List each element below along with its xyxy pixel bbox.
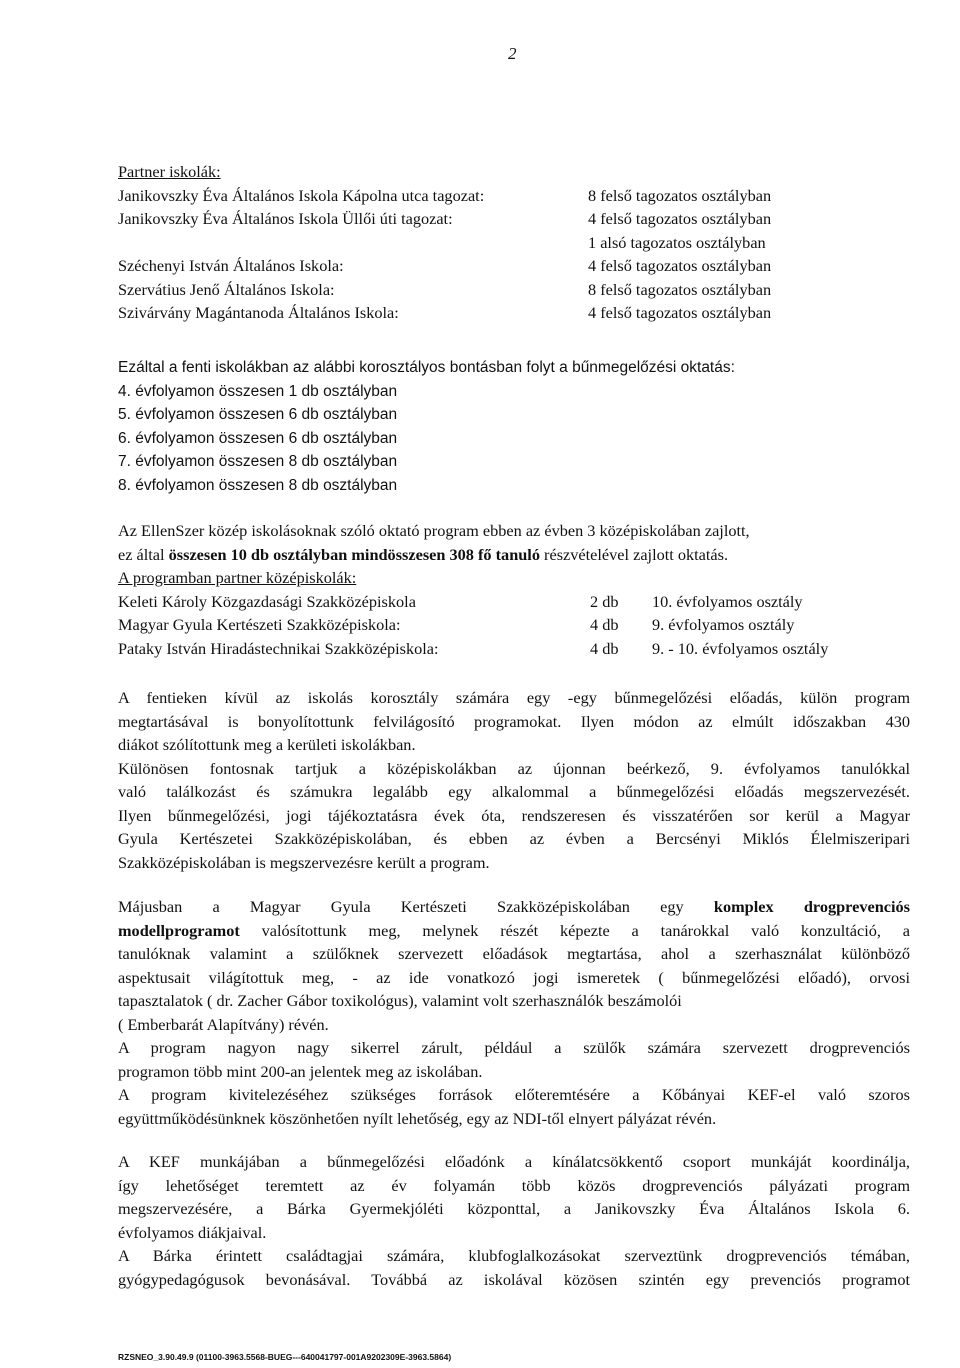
paragraph-line: megtartásával is bonyolítottunk felvilágosító programokat. Ilyen módon az elmúlt időszakban 430 xyxy=(118,711,910,731)
paragraph-line: tapasztalatok ( dr. Zacher Gábor toxikológus), valamint volt szerhasználók beszámolói xyxy=(118,991,682,1010)
secondary-school-name: Magyar Gyula Kertészeti Szakközépiskola: xyxy=(118,615,401,634)
paragraph-line: Gyula Kertészetei Szakközépiskolában, és ebben az évben a Bercsényi Miklós Élelmiszeripari xyxy=(118,829,910,848)
secondary-school-name: Keleti Károly Közgazdasági Szakközépiskola xyxy=(118,591,416,611)
secondary-school-row xyxy=(118,590,910,614)
secondary-school-grade: 9. évfolyamos osztály xyxy=(652,615,795,634)
secondary-school-row xyxy=(118,637,910,661)
partner-school-row xyxy=(118,278,910,302)
school-name: Janikovszky Éva Általános Iskola Kápolna utca tagozat: xyxy=(118,185,485,205)
secondary-school-count: 2 db xyxy=(590,591,619,611)
partner-school-row xyxy=(118,207,910,231)
paragraph-line: programon több mint 200-an jelentek meg az iskolában. xyxy=(118,1061,483,1081)
paragraph-text: Májusban a Magyar Gyula Kertészeti Szakközépiskolában egy xyxy=(118,897,714,916)
paragraph-line: Szakközépiskolában is megszervezésre került a program. xyxy=(118,852,490,872)
age-breakdown-section xyxy=(118,356,910,497)
ellenszer-text: ez által xyxy=(118,544,169,564)
partner-schools-section xyxy=(118,160,910,325)
partner-school-row xyxy=(118,231,910,255)
partner-school-row xyxy=(118,184,910,208)
paragraph-line: ( Emberbarát Alapítvány) révén. xyxy=(118,1014,329,1034)
paragraph-line: megszervezésére, a Bárka Gyermekjóléti központtal, a Janikovszky Éva Általános Iskola 6. xyxy=(118,1199,910,1218)
paragraph-line: A fentieken kívül az iskolás korosztály számára egy -egy bűnmegelőzési előadás, külön program xyxy=(118,688,910,707)
age-breakdown-intro: Ezáltal a fenti iskolákban az alábbi korosztályos bontásban folyt a bűnmegelőzési oktatás: xyxy=(118,359,735,376)
paragraph-line: gyógypedagógusok bevonásával. Továbbá az iskolával közösen szintén egy prevenciós programot xyxy=(118,1269,910,1289)
age-breakdown-item: 4. évfolyamon összesen 1 db osztályban xyxy=(118,382,398,400)
age-breakdown-item: 8. évfolyamon összesen 8 db osztályban xyxy=(118,476,398,494)
school-classes: 4 felső tagozatos osztályban xyxy=(588,303,772,322)
school-classes: 8 felső tagozatos osztályban xyxy=(588,279,772,299)
ellenszer-bold-text: összesen 10 db osztályban mindösszesen 308 fő tanuló xyxy=(168,544,540,564)
paragraph-line xyxy=(118,895,910,919)
school-name: Szervátius Jenő Általános Iskola: xyxy=(118,279,335,299)
page-number: 2 xyxy=(508,44,517,63)
paragraph-line: Különösen fontosnak tartjuk a középiskolákban az újonnan beérkező, 9. évfolyamos tanulókkal xyxy=(118,758,910,778)
ellenszer-line xyxy=(118,543,910,567)
secondary-school-count: 4 db xyxy=(590,638,619,658)
school-classes: 1 alsó tagozatos osztályban xyxy=(588,232,766,252)
paragraph-bold-text: komplex drogprevenciós xyxy=(713,897,910,916)
paragraph-line: tanulóknak valamint a szülőknek szervezett előadások megtartása, ahol a szerhasználat különböző xyxy=(118,944,910,963)
paragraph-line: A program nagyon nagy sikerrel zárult, például a szülők számára szervezett drogprevenciós xyxy=(118,1038,910,1057)
ellenszer-text: részvételével zajlott oktatás. xyxy=(539,544,729,564)
school-name: Szivárvány Magántanoda Általános Iskola: xyxy=(118,303,399,322)
secondary-school-count: 4 db xyxy=(590,615,619,634)
school-name: Széchenyi István Általános Iskola: xyxy=(118,256,344,275)
school-classes: 4 felső tagozatos osztályban xyxy=(588,256,772,275)
paragraph-line: A KEF munkájában a bűnmegelőzési előadónk a kínálatcsökkentő csoport munkáját koordinálja, xyxy=(118,1152,910,1171)
age-breakdown-item: 7. évfolyamon összesen 8 db osztályban xyxy=(118,453,398,470)
paragraph-lectures xyxy=(118,686,910,874)
ellenszer-line: Az EllenSzer közép iskolásoknak szóló oktató program ebben az évben 3 középiskolában zajlott, xyxy=(118,521,750,540)
paragraph-text: valósítottunk meg, melynek részét képezte a tanárokkal való konzultáció, a xyxy=(239,920,910,940)
paragraph-line: való találkozást és számukra legalább egy alkalommal a bűnmegelőzési előadás megszervezését. xyxy=(118,782,910,801)
ellenszer-partner-heading: A programban partner középiskolák: xyxy=(118,568,357,587)
paragraph-line: együttműködésünknek köszönhetően nyílt lehetőség, egy az NDI-től elnyert pályázat révén. xyxy=(118,1108,717,1128)
school-classes: 4 felső tagozatos osztályban xyxy=(588,209,772,228)
paragraph-model-program xyxy=(118,895,910,1130)
secondary-school-grade: 9. - 10. évfolyamos osztály xyxy=(652,638,829,658)
secondary-school-row xyxy=(118,613,910,637)
ellenszer-section xyxy=(118,519,910,660)
partner-schools-heading: Partner iskolák: xyxy=(118,162,221,181)
paragraph-line: aspektusait világítottuk meg, - az ide vonatkozó jogi ismeretek ( bűnmegelőzési előadó), orvosi xyxy=(118,967,910,987)
paragraph-line: így lehetőséget teremtett az év folyamán több közös drogprevenciós pályázati program xyxy=(118,1175,910,1195)
partner-school-row xyxy=(118,254,910,278)
secondary-school-grade: 10. évfolyamos osztály xyxy=(652,591,803,611)
paragraph-line xyxy=(118,919,910,943)
age-breakdown-item: 5. évfolyamon összesen 6 db osztályban xyxy=(118,406,398,423)
age-breakdown-item: 6. évfolyamon összesen 6 db osztályban xyxy=(118,429,398,447)
school-name: Janikovszky Éva Általános Iskola Üllői úti tagozat: xyxy=(118,209,453,228)
secondary-school-name: Pataky István Hiradástechnikai Szakközépiskola: xyxy=(118,638,439,658)
paragraph-line: diákot szólítottunk meg a kerületi iskolákban. xyxy=(118,735,416,754)
paragraph-kef xyxy=(118,1150,910,1291)
paragraph-line: évfolyamos diákjaival. xyxy=(118,1222,267,1242)
partner-school-row xyxy=(118,301,910,325)
paragraph-line: A program kivitelezéséhez szükséges források előteremtésére a Kőbányai KEF-el való szoros xyxy=(118,1085,910,1104)
paragraph-line: Ilyen bűnmegelőzési, jogi tájékoztatásra évek óta, rendszeresen és visszatérően sor kerül a Magyar xyxy=(118,805,910,825)
document-footer-code: RZSNEO_3.90.49.9 (01100-3963.5568-BUEG---640041797-001A9202309E-3963.5864) xyxy=(118,1352,452,1362)
paragraph-bold-text: modellprogramot xyxy=(118,920,240,940)
school-classes: 8 felső tagozatos osztályban xyxy=(588,185,772,205)
paragraph-line: A Bárka érintett családtagjai számára, klubfoglalkozásokat szerveztünk drogprevenciós témában, xyxy=(118,1246,910,1265)
